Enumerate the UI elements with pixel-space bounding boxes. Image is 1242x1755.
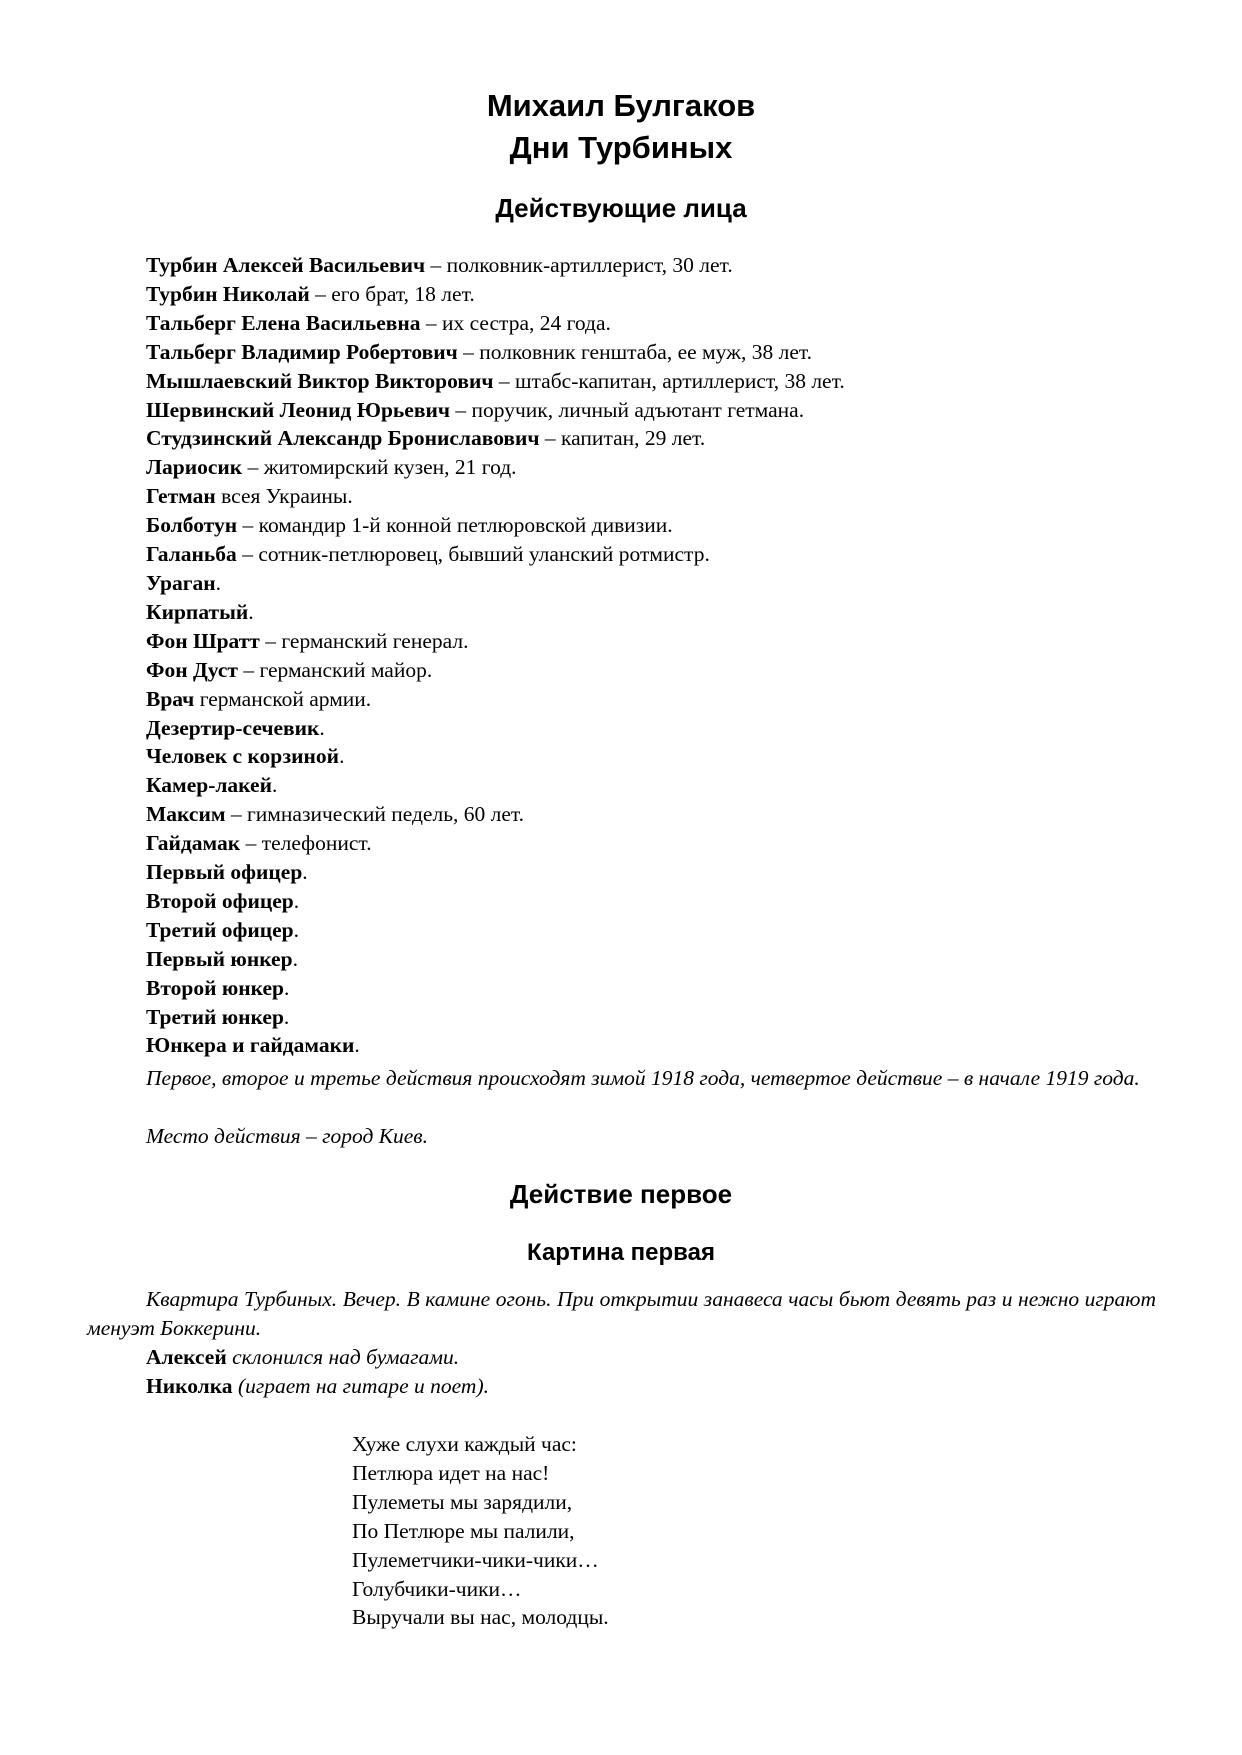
verse-line: Петлюра идет на нас! (352, 1460, 550, 1485)
character-description: – полковник генштаба, ее муж, 38 лет. (457, 339, 813, 364)
character-description: . (292, 946, 298, 971)
character-description: . (293, 917, 300, 942)
verse-line: Хуже слухи каждый час: (352, 1432, 577, 1456)
character-name: Юнкера и гайдамаки (146, 1033, 355, 1058)
character-description: . (283, 1004, 290, 1029)
speaker-remark: склонился над бумагами. (226, 1345, 460, 1369)
verse-line: По Петлюре мы палили, (352, 1518, 575, 1543)
author-name: Михаил Булгаков (486, 88, 756, 123)
character-name: Мышлаевский Виктор Викторович (146, 368, 494, 393)
character-description: . (215, 570, 221, 595)
character-name: Турбин Николай (146, 281, 310, 306)
cast-item (146, 367, 1156, 396)
character-description: – командир 1-й конной петлюровской дивизии. (237, 513, 673, 538)
cast-item (146, 916, 1156, 945)
cast-item (146, 280, 1156, 309)
character-description: – телефонист. (240, 831, 372, 856)
cast-item (146, 424, 1156, 453)
character-description: – германский генерал. (259, 628, 469, 653)
character-description: . (248, 599, 254, 624)
character-description: – полковник-артиллерист, 30 лет. (425, 253, 733, 277)
cast-item (146, 540, 1156, 569)
cast-item (146, 598, 1156, 627)
cast-item (146, 858, 1156, 887)
character-description: – гимназический педель, 60 лет. (225, 802, 525, 827)
character-name: Кирпатый (146, 599, 249, 624)
character-description: . (339, 744, 345, 769)
character-name: Гайдамак (146, 831, 241, 856)
cast-item (146, 945, 1156, 974)
cast-item (146, 829, 1156, 858)
character-name: Гетман (146, 484, 216, 509)
character-description: . (354, 1033, 360, 1058)
cast-item (146, 338, 1156, 367)
cast-item (146, 251, 1156, 280)
cast-item (146, 800, 1156, 829)
character-name: Болботун (146, 513, 238, 538)
character-name: Врач (146, 686, 195, 711)
speaker-remark: (играет на гитаре и поет). (232, 1374, 489, 1398)
song-verse (352, 1430, 609, 1632)
cast-item (146, 453, 1156, 482)
character-name: Тальберг Елена Васильевна (146, 310, 421, 335)
dialogue-line (146, 1343, 459, 1372)
cast-item (146, 656, 1156, 685)
character-name: Максим (146, 802, 226, 827)
character-description: германской армии. (194, 686, 372, 711)
cast-item (146, 511, 1156, 540)
character-name: Камер-лакей (146, 773, 272, 798)
character-name: Первый офицер (146, 860, 303, 885)
character-description: . (271, 773, 278, 798)
stage-direction: Квартира Турбиных. Вечер. В камине огонь. При открытии занавеса часы бьют девять раз и нежно играют менуэт Боккерини. (87, 1287, 1156, 1340)
character-description: – их сестра, 24 года. (420, 310, 611, 335)
verse-line: Выручали вы нас, молодцы. (352, 1605, 609, 1630)
character-name: Галаньба (146, 542, 237, 567)
cast-item (146, 482, 1156, 511)
character-description: – поручик, личный адъютант гетмана. (449, 397, 805, 422)
character-name: Фон Шратт (146, 628, 260, 653)
cast-list (146, 251, 1156, 1060)
character-name: Третий офицер (146, 917, 294, 942)
character-name: Дезертир-сечевик (146, 715, 320, 740)
character-name: Фон Дуст (146, 657, 238, 682)
cast-item (146, 569, 1156, 598)
cast-item (146, 1031, 1156, 1060)
character-description: . (302, 860, 308, 885)
cast-item (146, 742, 1156, 771)
character-name: Лариосик (146, 455, 243, 480)
verse-line: Пулеметы мы зарядили, (352, 1489, 573, 1514)
character-description: – штабс-капитан, артиллерист, 38 лет. (493, 368, 845, 393)
time-note: Первое, второе и третье действия происходят зимой 1918 года, четвертое действие – в начале 1919 года. (146, 1066, 1140, 1090)
verse-line: Голубчики-чики… (352, 1576, 522, 1601)
act-heading: Действие первое (509, 1179, 733, 1209)
character-name: Студзинский Александр Брониславович (146, 426, 540, 451)
cast-item (146, 771, 1156, 800)
character-description: . (293, 888, 300, 913)
character-description: всея Украины. (215, 484, 353, 509)
play-title: Дни Турбиных (509, 130, 733, 165)
cast-item (146, 1003, 1156, 1032)
dialogue-line (146, 1372, 489, 1401)
character-name: Тальберг Владимир Робертович (146, 339, 458, 364)
character-name: Человек с корзиной (146, 744, 340, 769)
cast-heading: Действующие лица (495, 193, 747, 223)
character-name: Ураган (146, 570, 216, 595)
character-description: – германский майор. (237, 657, 433, 682)
character-description: . (284, 975, 290, 1000)
cast-item (146, 309, 1156, 338)
speaker-name: Николка (146, 1374, 233, 1398)
cast-item (146, 887, 1156, 916)
character-name: Турбин Алексей Васильевич (146, 253, 426, 277)
cast-item (146, 714, 1156, 743)
character-name: Второй юнкер (146, 975, 285, 1000)
character-description: . (319, 715, 325, 740)
character-name: Первый юнкер (146, 946, 293, 971)
character-description: – сотник-петлюровец, бывший уланский ротмистр. (236, 542, 710, 567)
scene-heading: Картина первая (527, 1239, 715, 1266)
cast-item (146, 685, 1156, 714)
place-note: Место действия – город Киев. (146, 1124, 429, 1148)
character-name: Второй офицер (146, 888, 294, 913)
speaker-name: Алексей (146, 1345, 227, 1369)
character-description: – его брат, 18 лет. (309, 281, 475, 306)
character-name: Третий юнкер (146, 1004, 284, 1029)
character-description: – капитан, 29 лет. (539, 426, 706, 451)
cast-item (146, 627, 1156, 656)
cast-item (146, 974, 1156, 1003)
cast-item (146, 396, 1156, 425)
character-description: – житомирский кузен, 21 год. (242, 455, 517, 480)
character-name: Шервинский Леонид Юрьевич (146, 397, 450, 422)
verse-line: Пулеметчики-чики-чики… (352, 1547, 599, 1572)
